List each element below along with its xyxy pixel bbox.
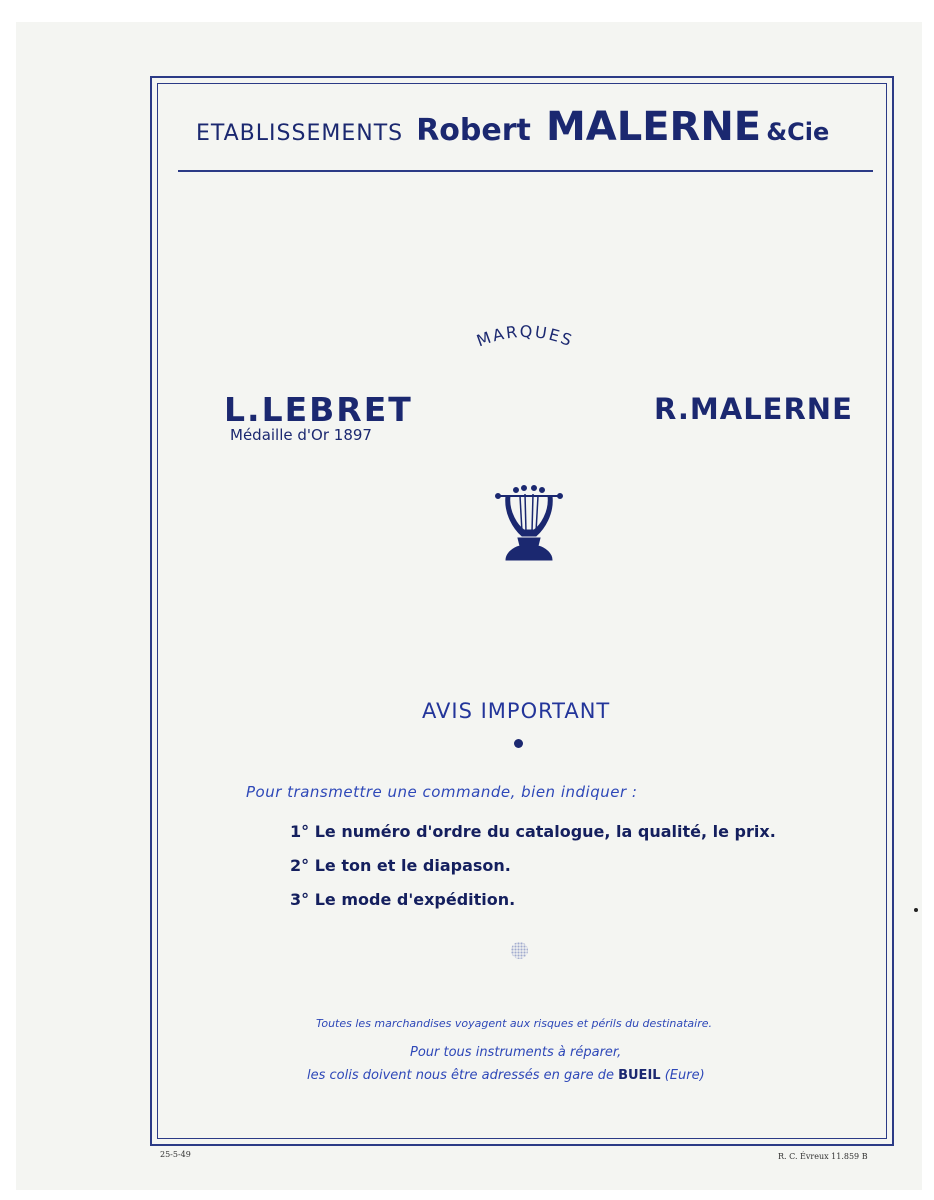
brand-lebret-medal: Médaille d'Or 1897 [230,426,372,444]
marques-arc-label [460,318,590,358]
repair-station: BUEIL [618,1068,661,1083]
repair-prefix: les colis doivent nous être adressés en gare de [307,1068,619,1083]
instruction-item-3: 3° Le mode d'expédition. [290,890,516,909]
instruction-item-1: 1° Le numéro d'ordre du catalogue, la qualité, le prix. [290,822,776,841]
inner-border [157,83,887,1139]
instruction-item-2: 2° Le ton et le diapason. [290,856,511,875]
header-etablissements: ETABLISSEMENTS [196,121,404,146]
footer-date-code: 25-5-49 [160,1150,191,1159]
header-rule [178,170,873,172]
repair-notice-line2 [307,1068,705,1083]
company-header [196,104,829,160]
paper-speck [914,908,918,912]
dot-ornament [514,739,523,748]
svg-text:MARQUES [474,322,576,351]
header-malerne: MALERNE [545,104,762,150]
brand-malerne: R.MALERNE [654,392,853,426]
repair-notice-line1: Pour tous instruments à réparer, [410,1045,622,1060]
order-instructions-intro: Pour transmettre une commande, bien indiquer : [246,783,638,801]
lyre-icon [494,484,564,564]
halftone-ornament [511,942,528,959]
avis-title: AVIS IMPORTANT [422,699,611,723]
marques-text: MARQUES [474,321,577,351]
repair-suffix: (Eure) [660,1068,705,1083]
brand-lebret: L.LEBRET [224,390,413,429]
footer-registry: R. C. Évreux 11.859 B [778,1152,868,1161]
header-robert: Robert [416,113,531,148]
risk-notice: Toutes les marchandises voyagent aux risques et périls du destinataire. [316,1017,712,1030]
header-cie: &Cie [766,118,830,146]
